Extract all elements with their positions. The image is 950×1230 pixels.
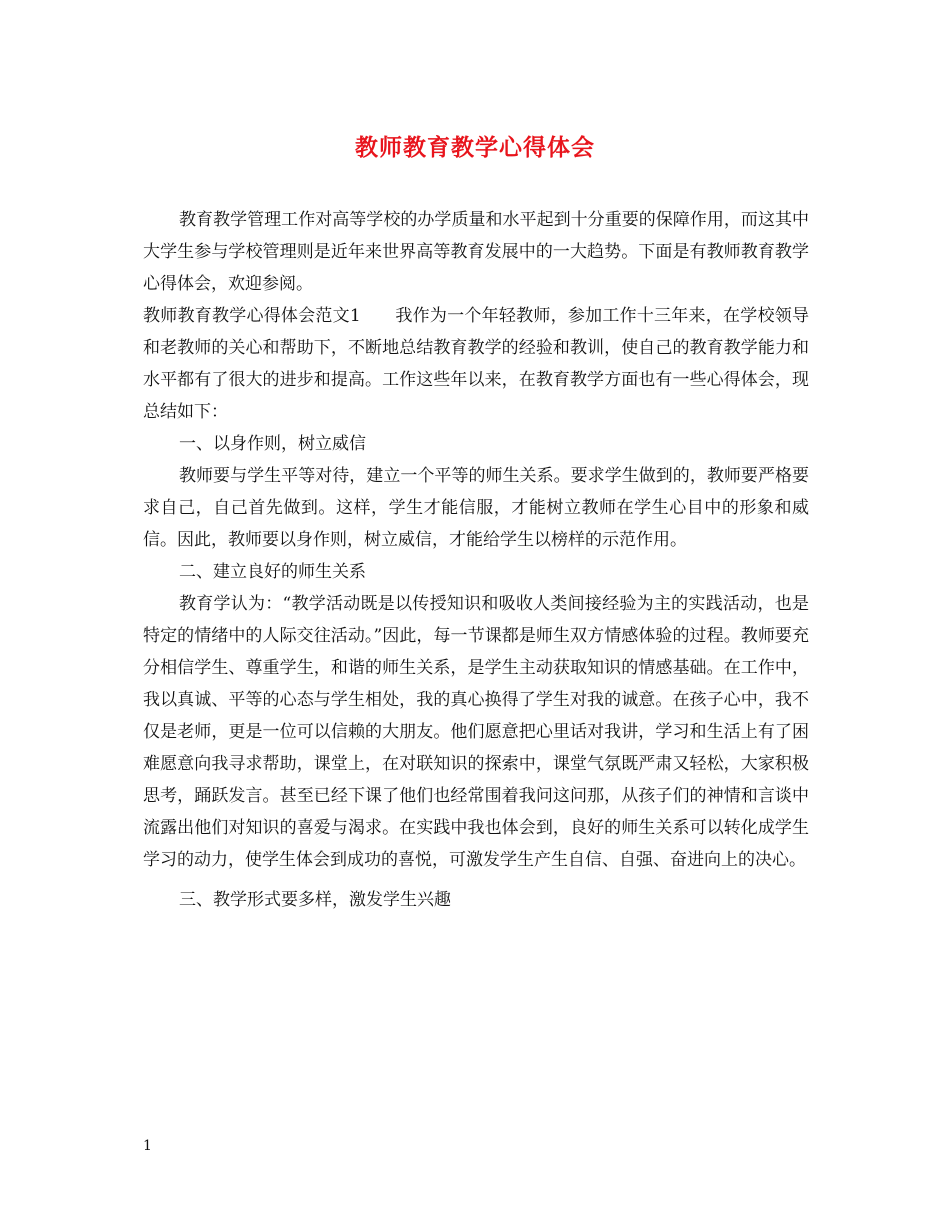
section-heading-1: 一、以身作则，树立威信 [179,434,366,454]
section-heading-3: 三、教学形式要多样，激发学生兴趣 [179,890,451,910]
document-title: 教师教育教学心得体会 [355,134,595,161]
essay-opening-paragraph: 教师教育教学心得体会范文1 我作为一个年轻教师，参加工作十三年来，在学校领导和老教师的关心和帮助下，不断地总结教育教学的经验和教训，使自己的教育教学能力和水平都有了很大的进步和提高。工作这些年以来，在教育教学方面也有一些心得体会，现总结如下： [143,306,809,422]
section-heading-2: 二、建立良好的师生关系 [179,562,366,582]
section-paragraph-2: 教育学认为：“教学活动既是以传授知识和吸收人类间接经验为主的实践活动，也是特定的情绪中的人际交往活动。”因此，每一节课都是师生双方情感体验的过程。教师要充分相信学生、尊重学生，和谐的师生关系，是学生主动获取知识的情感基础。在工作中，我以真诚、平等的心态与学生相处，我的真心换得了学生对我的诚意。在孩子心中，我不仅是老师，更是一位可以信赖的大朋友。他们愿意把心里话对我讲，学习和生活上有了困难愿意向我寻求帮助，课堂上，在对联知识的探索中，课堂气氛既严肃又轻松，大家积极思考，踊跃发言。甚至已经下课了他们也经常围着我问这问那，从孩子们的神情和言谈中流露出他们对知识的喜爱与渴求。在实践中我也体会到，良好的师生关系可以转化成学生学习的动力，使学生体会到成功的喜悦，可激发学生产生自信、自强、奋进向上的决心。 [143,594,809,870]
document-body [143,204,809,916]
section-paragraph-1: 教师要与学生平等对待，建立一个平等的师生关系。要求学生做到的，教师要严格要求自己，自己首先做到。这样，学生才能信服，才能树立教师在学生心目中的形象和威信。因此，教师要以身作则，树立威信，才能给学生以榜样的示范作用。 [143,466,809,550]
intro-paragraph: 教育教学管理工作对高等学校的办学质量和水平起到十分重要的保障作用，而这其中大学生参与学校管理则是近年来世界高等教育发展中的一大趋势。下面是有教师教育教学心得体会，欢迎参阅。 [143,210,809,294]
page-number: 1 [143,1138,152,1154]
